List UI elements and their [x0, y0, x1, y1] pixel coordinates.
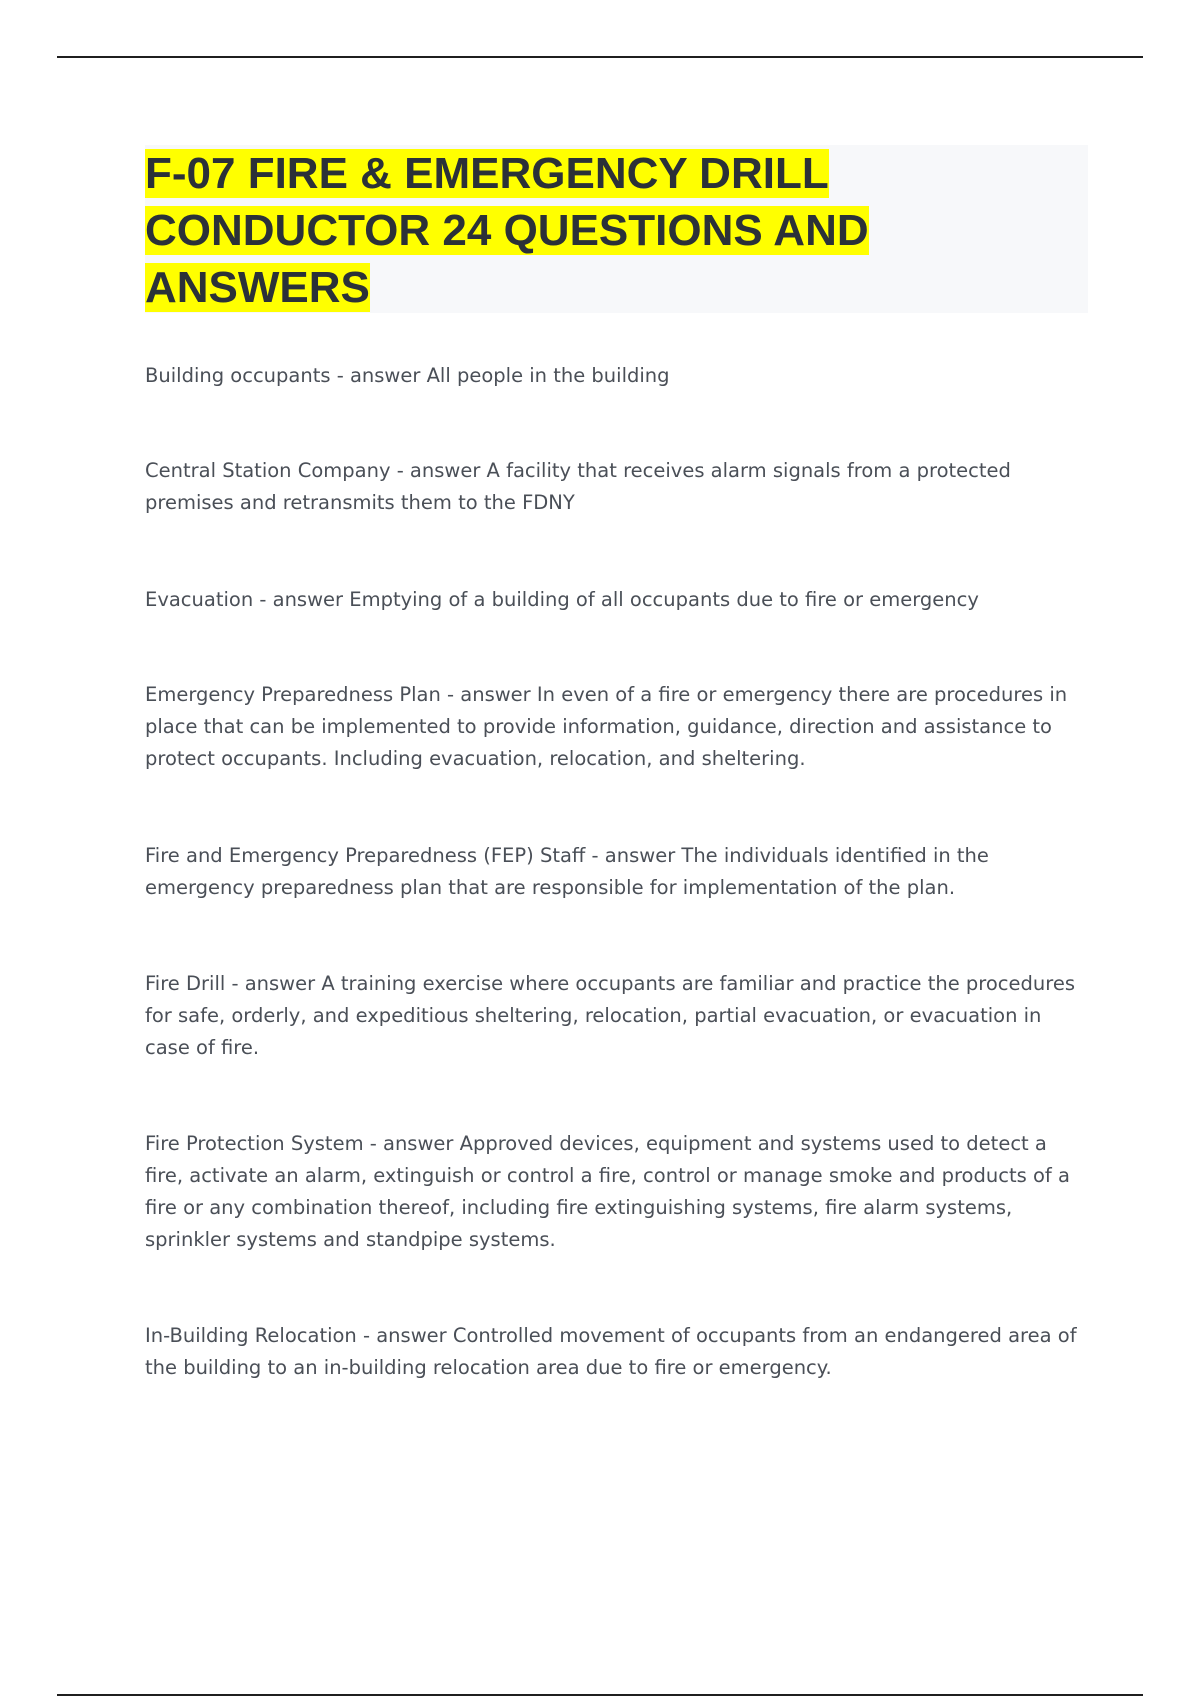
top-rule — [57, 56, 1143, 58]
qa-entry-building-occupants: Building occupants - answer All people in the building — [145, 364, 670, 387]
qa-entry-central-station-company: Central Station Company - answer A facility that receives alarm signals from a protected premises and retransmits them to the FDNY — [145, 459, 1011, 514]
qa-entry-fep-staff: Fire and Emergency Preparedness (FEP) Staff - answer The individuals identified in the emergency preparedness plan that are responsible for implementation of the plan. — [145, 844, 989, 899]
qa-entry-emergency-preparedness-plan: Emergency Preparedness Plan - answer In even of a fire or emergency there are procedures in place that can be implemented to provide information, guidance, direction and assistance to protect occupants. Including evacuation, relocation, and sheltering. — [145, 683, 1068, 770]
title-highlight: F-07 FIRE & EMERGENCY DRILL CONDUCTOR 24 QUESTIONS AND ANSWERS — [145, 149, 869, 312]
bottom-rule — [57, 1694, 1143, 1696]
qa-entry-evacuation: Evacuation - answer Emptying of a building of all occupants due to fire or emergency — [145, 588, 979, 611]
document-title — [145, 145, 1045, 316]
qa-entry-fire-drill: Fire Drill - answer A training exercise where occupants are familiar and practice the procedures for safe, orderly, and expeditious sheltering, relocation, partial evacuation, or evacuation in case of fire. — [145, 972, 1076, 1059]
qa-entry-in-building-relocation: In-Building Relocation - answer Controlled movement of occupants from an endangered area of the building to an in-building relocation area due to fire or emergency. — [145, 1324, 1077, 1379]
qa-entry-fire-protection-system: Fire Protection System - answer Approved devices, equipment and systems used to detect a fire, activate an alarm, extinguish or control a fire, control or manage smoke and products of a fire or any combination thereof, including fire extinguishing systems, fire alarm systems, sprinkler systems and standpipe systems. — [145, 1132, 1070, 1251]
title-block — [145, 145, 1088, 313]
